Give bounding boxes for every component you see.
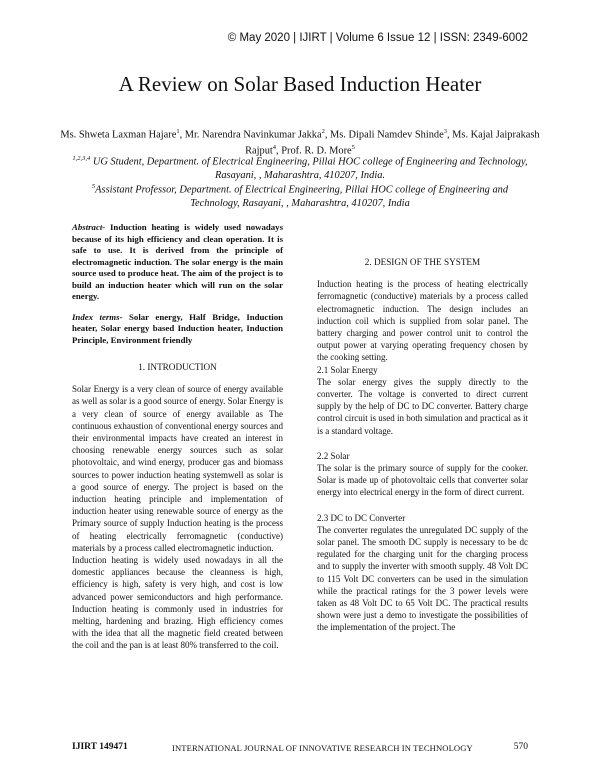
right-column — [317, 222, 528, 634]
abstract-text: Induction heating is widely used nowadays because of its high efficiency and clean operation. It is safe to use. It is derived from the principle of electromagnetic induction. The solar energy is the main source used to produce heat. The aim of the project is to build an induction heater which will run on the solar energy. — [72, 222, 283, 301]
page-footer — [72, 742, 528, 756]
affiliation-text: UG Student, Department. of Electrical Engineering, Pillai HOC college of Engineering and Technology, Rasayani, , Maharashtra, 410207, India. — [90, 156, 528, 181]
spacer — [317, 437, 528, 450]
page-number: 570 — [513, 742, 528, 752]
author-name: Ms. Shweta Laxman Hajare — [60, 129, 177, 141]
paragraph: Induction heating is widely used nowadays in all the domestic appliances because the cleanness is high, efficiency is high, safety is very high, and cost is low advanced power semiconductors and high performance. Induction heating is commonly used in industries for melting, hardening and brazing. High efficiency comes with the idea that all the magnetic field created between the coil and the pan is at least 80% transferred to the coil. — [72, 555, 283, 651]
author-name: , Ms. Kajal Jaiprakash Rajput — [245, 129, 540, 157]
index-terms — [72, 312, 283, 347]
author-affil-mark: 5 — [351, 144, 355, 152]
affiliation-mark: 1,2,3,4 — [72, 155, 91, 162]
affiliation-professor — [70, 180, 530, 210]
author-affil-mark: 3 — [443, 128, 447, 135]
affiliation-students — [70, 152, 530, 182]
abstract-label: Abstract- — [72, 222, 106, 232]
paper-id: IJIRT 149471 — [72, 742, 128, 752]
affiliation-mark: 5 — [91, 183, 96, 190]
author-name: , Prof. R. D. More — [276, 145, 352, 157]
journal-citation-header: © May 2020 | IJIRT | Volume 6 Issue 12 | ISSN: 2349-6002 — [227, 32, 528, 44]
paragraph: Solar Energy is a very clean of source of energy available as well as solar is a good source of energy. Solar Energy is a very clean of source of energy available as The continuous exhaustion of conventional energy sources and their environmental impacts have created an interest in choosing renewable energy sources such as solar photovoltaic, and wind energy, producer gas and biomass sources to power induction heating systemwell as solar is a good source of energy. The project is based on the induction heating principle and implementation of induction heater using renewable source of energy as the Primary source of supply Induction heating is the process of heating electrically ferromagnetic (conductive) materials by a process called electromagnetic induction. — [72, 384, 283, 553]
index-terms-text: Solar energy, Half Bridge, Induction heater, Solar energy based Induction heater, Induction Principle, Environment friendly — [72, 311, 284, 345]
paragraph: Induction heating is the process of heating electrically ferromagnetic (conductive) materials by a process called electromagnetic induction. The design includes an induction coil which is supplied from solar panel. The battery charging and power control unit to control the output power at varying operating frequency chosen by the cooking setting. — [317, 279, 528, 363]
author-affil-mark: 4 — [272, 144, 277, 152]
affiliation-text: Assistant Professor, Department. of Electrical Engineering, Pillai HOC college of Engineering and Technology, Rasayani, , Maharashtra, 410207, India — [95, 184, 509, 209]
paragraph: The converter regulates the unregulated DC supply of the solar panel. The smooth DC supply is necessary to be dc regulated for the charging unit for the charging process and to supply the inverter with smooth supply. 48 Volt DC to 115 Volt DC converters can be used in the simulation while the practical ratings for the 3 power levels were taken as 48 Volt DC to 65 Volt DC. The practical results shown were just a demo to investigate the possibilities of the implementation of the project. The — [317, 524, 528, 633]
author-name: , Ms. Dipali Namdev Shinde — [324, 129, 444, 141]
subsection-heading: 2.1 Solar Energy — [317, 364, 378, 375]
subsection-heading: 2.3 DC to DC Converter — [317, 512, 406, 523]
subsection-heading: 2.2 Solar — [317, 450, 350, 461]
journal-name: INTERNATIONAL JOURNAL OF INNOVATIVE RESEARCH IN TECHNOLOGY — [172, 743, 473, 753]
section-heading-introduction: 1. INTRODUCTION — [138, 362, 217, 372]
abstract — [72, 222, 283, 303]
paragraph: The solar is the primary source of supply for the cooker. Solar is made up of photovoltaic cells that converter solar energy into electrical energy in the form of direct current. — [317, 463, 528, 498]
spacer — [317, 499, 528, 512]
author-name: , Mr. Narendra Navinkumar Jakka — [179, 129, 322, 141]
index-terms-label: Index terms- — [72, 311, 123, 322]
paragraph: The solar energy gives the supply directly to the converter. The voltage is converted to direct current supply by the help of DC to DC converter. Battery charge control circuit is used in both simulation and practical as it is a standard voltage. — [317, 376, 528, 436]
paper-title: A Review on Solar Based Induction Heater — [118, 72, 482, 96]
section-heading-design: 2. DESIGN OF THE SYSTEM — [364, 257, 481, 267]
author-affil-mark: 2 — [321, 128, 325, 135]
author-affil-mark: 1 — [176, 128, 180, 135]
left-column — [72, 222, 283, 652]
